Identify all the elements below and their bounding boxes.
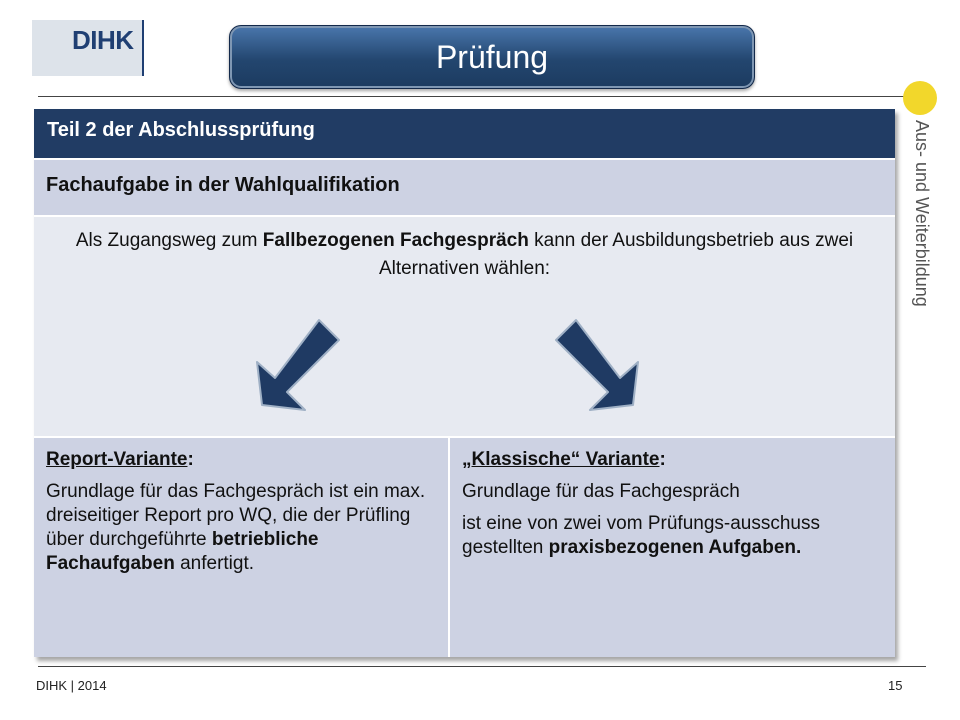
logo-text: DIHK (72, 25, 134, 55)
report-variant-text: Grundlage für das Fachgespräch ist ein max. dreiseitiger Report pro WQ, die der Prüfling über durchgeführte betriebliche Fachaufgaben anfertigt. (46, 481, 426, 574)
classic-variant-cell (450, 436, 895, 657)
page-number: 15 (888, 678, 903, 693)
dihk-logo (32, 20, 144, 76)
table-subheader: Fachaufgabe in der Wahlqualifikation (34, 158, 895, 215)
exam-table (34, 109, 895, 657)
footer-credit: DIHK | 2014 (36, 678, 107, 693)
side-caption-text: Aus- und Weiterbildung (912, 120, 932, 307)
header-divider (38, 96, 926, 97)
classic-variant-text-1: Grundlage für das Fachgespräch (462, 481, 740, 502)
side-caption (908, 120, 936, 320)
yellow-dot-icon (903, 81, 937, 115)
intro-row (34, 215, 895, 436)
intro-text: Als Zugangsweg zum Fallbezogenen Fachgespräch kann der Ausbildungsbetrieb aus zwei Alternativen wählen: (75, 230, 854, 279)
footer-divider (38, 666, 926, 667)
classic-variant-heading: „Klassische“ Variante: (462, 449, 666, 470)
report-variant-cell (34, 436, 448, 657)
classic-variant-text-2: ist eine von zwei vom Prüfungs-ausschuss gestellten praxisbezogenen Aufgaben. (462, 513, 820, 558)
page-title: Prüfung (229, 25, 755, 89)
report-variant-heading: Report-Variante: (46, 449, 194, 470)
logo-bar (142, 20, 144, 76)
table-header: Teil 2 der Abschlussprüfung (34, 109, 895, 158)
